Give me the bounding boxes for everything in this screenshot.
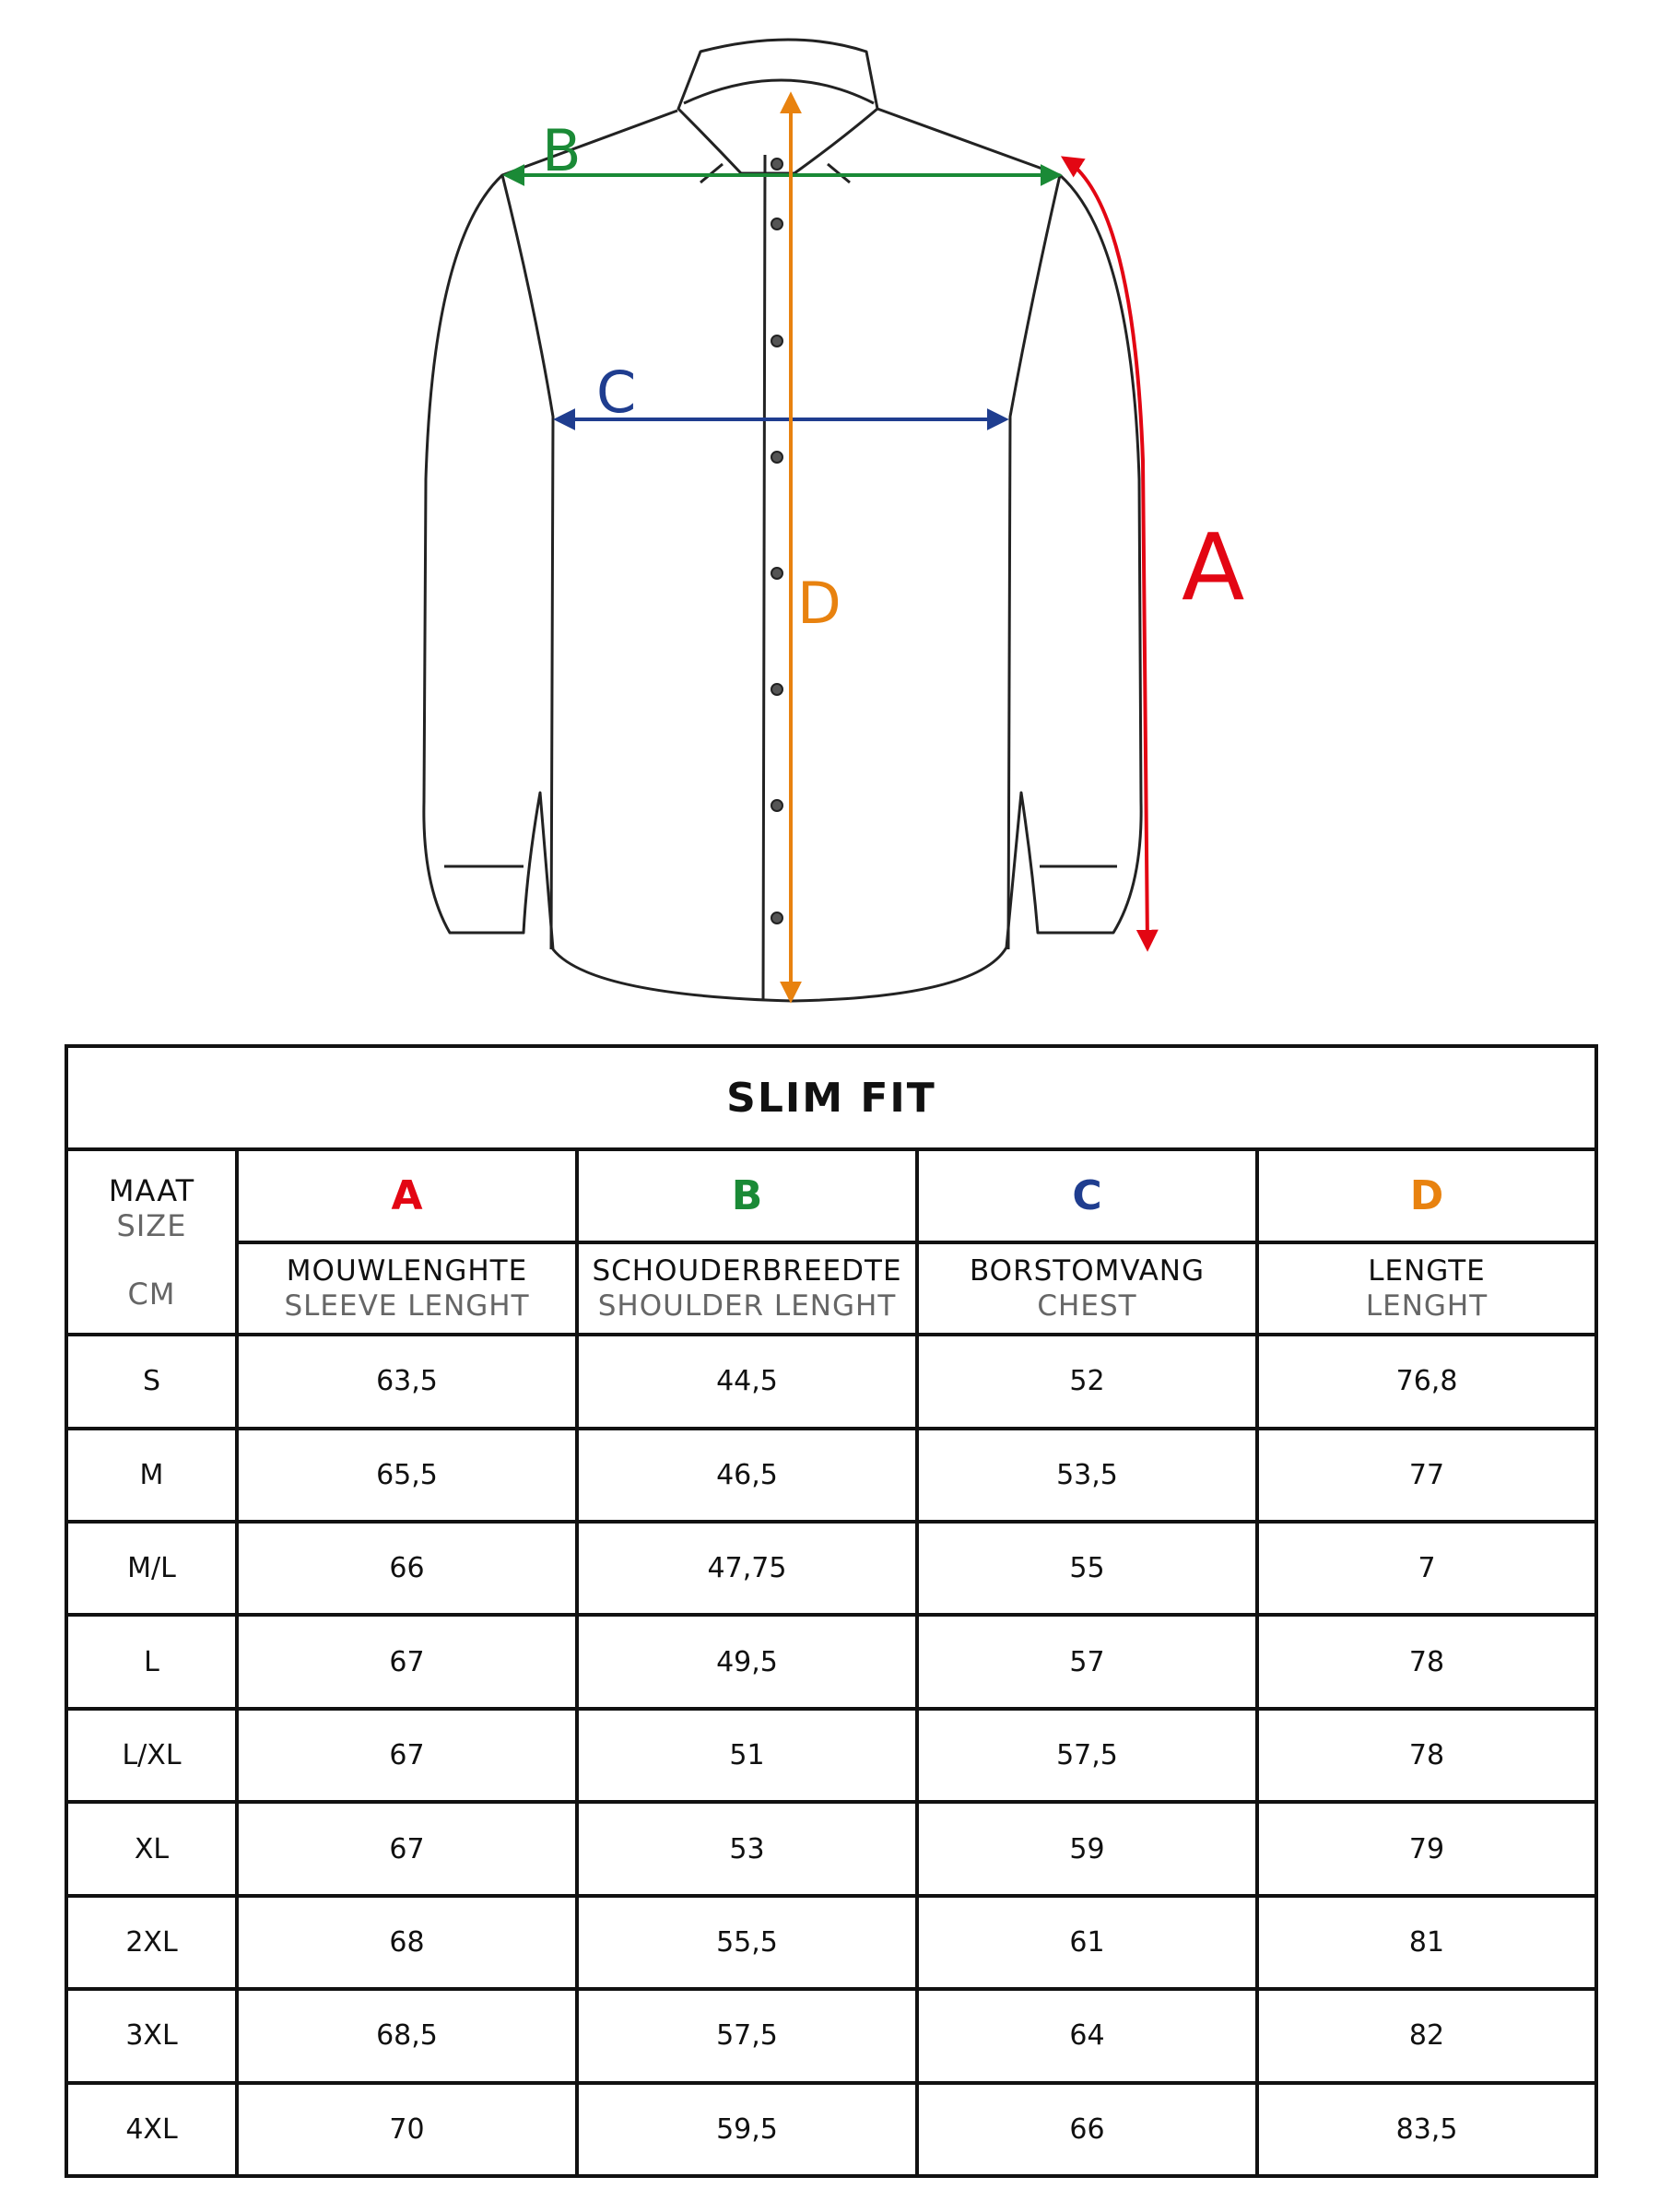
column-name-en: LENGHT [1365, 1289, 1488, 1324]
column-name-c [917, 1242, 1257, 1335]
measurement-cell: 76,8 [1257, 1335, 1596, 1428]
column-name-b [577, 1242, 917, 1335]
measurement-cell: 79 [1257, 1802, 1596, 1895]
column-name-en: SHOULDER LENGHT [597, 1289, 897, 1324]
column-name-nl: MOUWLENGHTE [286, 1254, 528, 1288]
size-header-en: SIZE [116, 1208, 187, 1244]
table-title: SLIM FIT [66, 1046, 1596, 1149]
measurement-cell: 67 [237, 1802, 577, 1895]
size-header-nl: MAAT [108, 1173, 195, 1209]
size-header-unit: CM [127, 1277, 176, 1312]
size-cell: 2XL [66, 1896, 237, 1989]
measurement-cell: 67 [237, 1709, 577, 1802]
label-d: D [797, 570, 841, 637]
table-row [66, 2083, 1596, 2176]
shirt-outline [424, 40, 1141, 1001]
column-letter-a: A [237, 1149, 577, 1241]
column-name-en: CHEST [1037, 1289, 1137, 1324]
column-name-a [237, 1242, 577, 1335]
size-cell: S [66, 1335, 237, 1428]
column-name-row [66, 1242, 1596, 1335]
measurement-cell: 53 [577, 1802, 917, 1895]
measurement-cell: 65,5 [237, 1429, 577, 1522]
measurement-cell: 77 [1257, 1429, 1596, 1522]
table-row [66, 1989, 1596, 2082]
measurement-cell: 78 [1257, 1709, 1596, 1802]
table-row [66, 1615, 1596, 1708]
size-cell: L [66, 1615, 237, 1708]
measurement-cell: 57,5 [917, 1709, 1257, 1802]
table-row [66, 1522, 1596, 1615]
column-name-nl: BORSTOMVANG [969, 1254, 1206, 1288]
measurement-cell: 51 [577, 1709, 917, 1802]
size-cell: M [66, 1429, 237, 1522]
measurement-cell: 67 [237, 1615, 577, 1708]
measurement-cell: 52 [917, 1335, 1257, 1428]
size-cell: XL [66, 1802, 237, 1895]
column-letter-b: B [577, 1149, 917, 1241]
measurement-cell: 66 [237, 1522, 577, 1615]
measurement-cell: 49,5 [577, 1615, 917, 1708]
shirt-buttons [771, 159, 782, 924]
measurement-cell: 53,5 [917, 1429, 1257, 1522]
measurement-cell: 61 [917, 1896, 1257, 1989]
column-name-d [1257, 1242, 1596, 1335]
measurement-cell: 70 [237, 2083, 577, 2176]
table-row [66, 1802, 1596, 1895]
measurement-cell: 66 [917, 2083, 1257, 2176]
measurement-cell: 55,5 [577, 1896, 917, 1989]
column-letter-d: D [1257, 1149, 1596, 1241]
table-title-row [66, 1046, 1596, 1149]
column-name-nl: SCHOUDERBREEDTE [592, 1254, 902, 1288]
measurement-cell: 46,5 [577, 1429, 917, 1522]
label-c: C [596, 359, 637, 426]
measurement-cell: 57,5 [577, 1989, 917, 2082]
size-chart-table [65, 1044, 1598, 2178]
size-cell: M/L [66, 1522, 237, 1615]
measurement-cell: 78 [1257, 1615, 1596, 1708]
size-column-header [66, 1149, 237, 1335]
measurement-cell: 57 [917, 1615, 1257, 1708]
sleeve-length-arrow [1065, 159, 1147, 947]
shirt-measurement-diagram [0, 0, 1659, 1032]
measurement-cell: 44,5 [577, 1335, 917, 1428]
measurement-cell: 59 [917, 1802, 1257, 1895]
table-row [66, 1709, 1596, 1802]
measurement-cell: 64 [917, 1989, 1257, 2082]
column-letter-c: C [917, 1149, 1257, 1241]
measurement-cell: 59,5 [577, 2083, 917, 2176]
measurement-cell: 47,75 [577, 1522, 917, 1615]
size-cell: 4XL [66, 2083, 237, 2176]
table-row [66, 1896, 1596, 1989]
label-a: A [1182, 513, 1245, 621]
measurement-cell: 81 [1257, 1896, 1596, 1989]
measurement-cell: 83,5 [1257, 2083, 1596, 2176]
table-row [66, 1335, 1596, 1428]
column-name-nl: LENGTE [1368, 1254, 1486, 1288]
column-name-en: SLEEVE LENGHT [284, 1289, 530, 1324]
table-row [66, 1429, 1596, 1522]
column-letter-row [66, 1149, 1596, 1241]
measurement-cell: 68 [237, 1896, 577, 1989]
size-cell: 3XL [66, 1989, 237, 2082]
measurement-cell: 7 [1257, 1522, 1596, 1615]
measurement-cell: 55 [917, 1522, 1257, 1615]
measurement-cell: 63,5 [237, 1335, 577, 1428]
size-cell: L/XL [66, 1709, 237, 1802]
measurement-cell: 68,5 [237, 1989, 577, 2082]
measurement-cell: 82 [1257, 1989, 1596, 2082]
label-b: B [542, 117, 582, 184]
